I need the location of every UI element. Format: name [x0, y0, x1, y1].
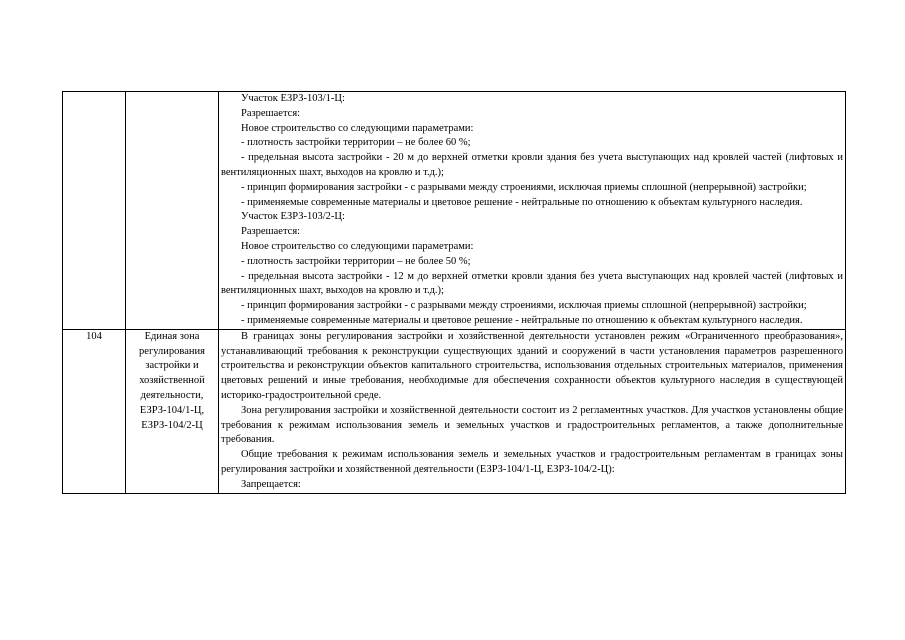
requirements-cell: [219, 92, 846, 330]
paragraph: - применяемые современные материалы и цветовое решение - нейтральные по отношению к объектам культурного наследия.: [241, 314, 803, 326]
paragraph: Зона регулирования застройки и хозяйственной деятельности состоит из 2 регламентных участков. Для участков установлены общие требования к режимам использования земель и земельных участков и градостроительных регламентов, а также дополнительные требования.: [221, 404, 843, 446]
paragraph: - предельная высота застройки - 12 м до верхней отметки кровли здания без учета выступающих над кровлей частей (лифтовых и вентиляционных шахт, выходов на кровлю и т.д.);: [221, 270, 843, 297]
paragraph: - предельная высота застройки - 20 м до верхней отметки кровли здания без учета выступающих над кровлей частей (лифтовых и вентиляционных шахт, выходов на кровлю и т.д.);: [221, 152, 843, 178]
paragraph: Запрещается:: [241, 478, 301, 490]
row-number-cell: 104: [63, 329, 126, 493]
table-row: [63, 92, 846, 330]
paragraph: - применяемые современные материалы и цветовое решение - нейтральные по отношению к объектам культурного наследия.: [241, 196, 803, 208]
paragraph: - принцип формирования застройки - с разрывами между строениями, исключая приемы сплошной (непрерывной) застройки;: [241, 300, 807, 312]
table-row: [63, 329, 846, 493]
paragraph: Участок ЕЗРЗ-103/1-Ц:: [241, 93, 345, 104]
paragraph: - принцип формирования застройки - с разрывами между строениями, исключая приемы сплошной (непрерывной) застройки;: [241, 181, 807, 193]
paragraph: Общие требования к режимам использования земель и земельных участков и градостроительным регламентам в границах зоны регулирования застройки и хозяйственной деятельности (ЕЗРЗ-104/1-Ц, ЕЗРЗ-104/2-Ц):: [221, 449, 843, 475]
row-number-cell: [63, 92, 126, 330]
paragraph: Новое строительство со следующими параметрами:: [241, 240, 474, 252]
paragraph: Новое строительство со следующими параметрами:: [241, 122, 474, 134]
zone-name-cell: Единая зона регулирования застройки и хозяйственной деятельности, ЕЗРЗ-104/1-Ц, ЕЗРЗ-104/2-Ц: [126, 329, 219, 493]
paragraph: - плотность застройки территории – не более 60 %;: [241, 137, 471, 149]
paragraph: - плотность застройки территории – не более 50 %;: [241, 255, 471, 267]
zone-name-cell: [126, 92, 219, 330]
paragraph: В границах зоны регулирования застройки и хозяйственной деятельности установлен режим «Ограниченного преобразования», устанавливающий требования к реконструкции существующих зданий и сооружений в части установления параметров разрешенного строительства и реконструкции объектов капитального строительства, использования отдельных строительных материалов, применения цветовых решений и иные требования, необходимые для обеспечения сохранности объектов культурного наследия в существующей историко-градостроительной среде.: [221, 330, 843, 401]
paragraph: Разрешается:: [241, 107, 301, 119]
paragraph: Участок ЕЗРЗ-103/2-Ц:: [241, 211, 345, 223]
regulation-table: [62, 91, 846, 494]
paragraph: Разрешается:: [241, 226, 301, 238]
requirements-cell: [219, 329, 846, 493]
